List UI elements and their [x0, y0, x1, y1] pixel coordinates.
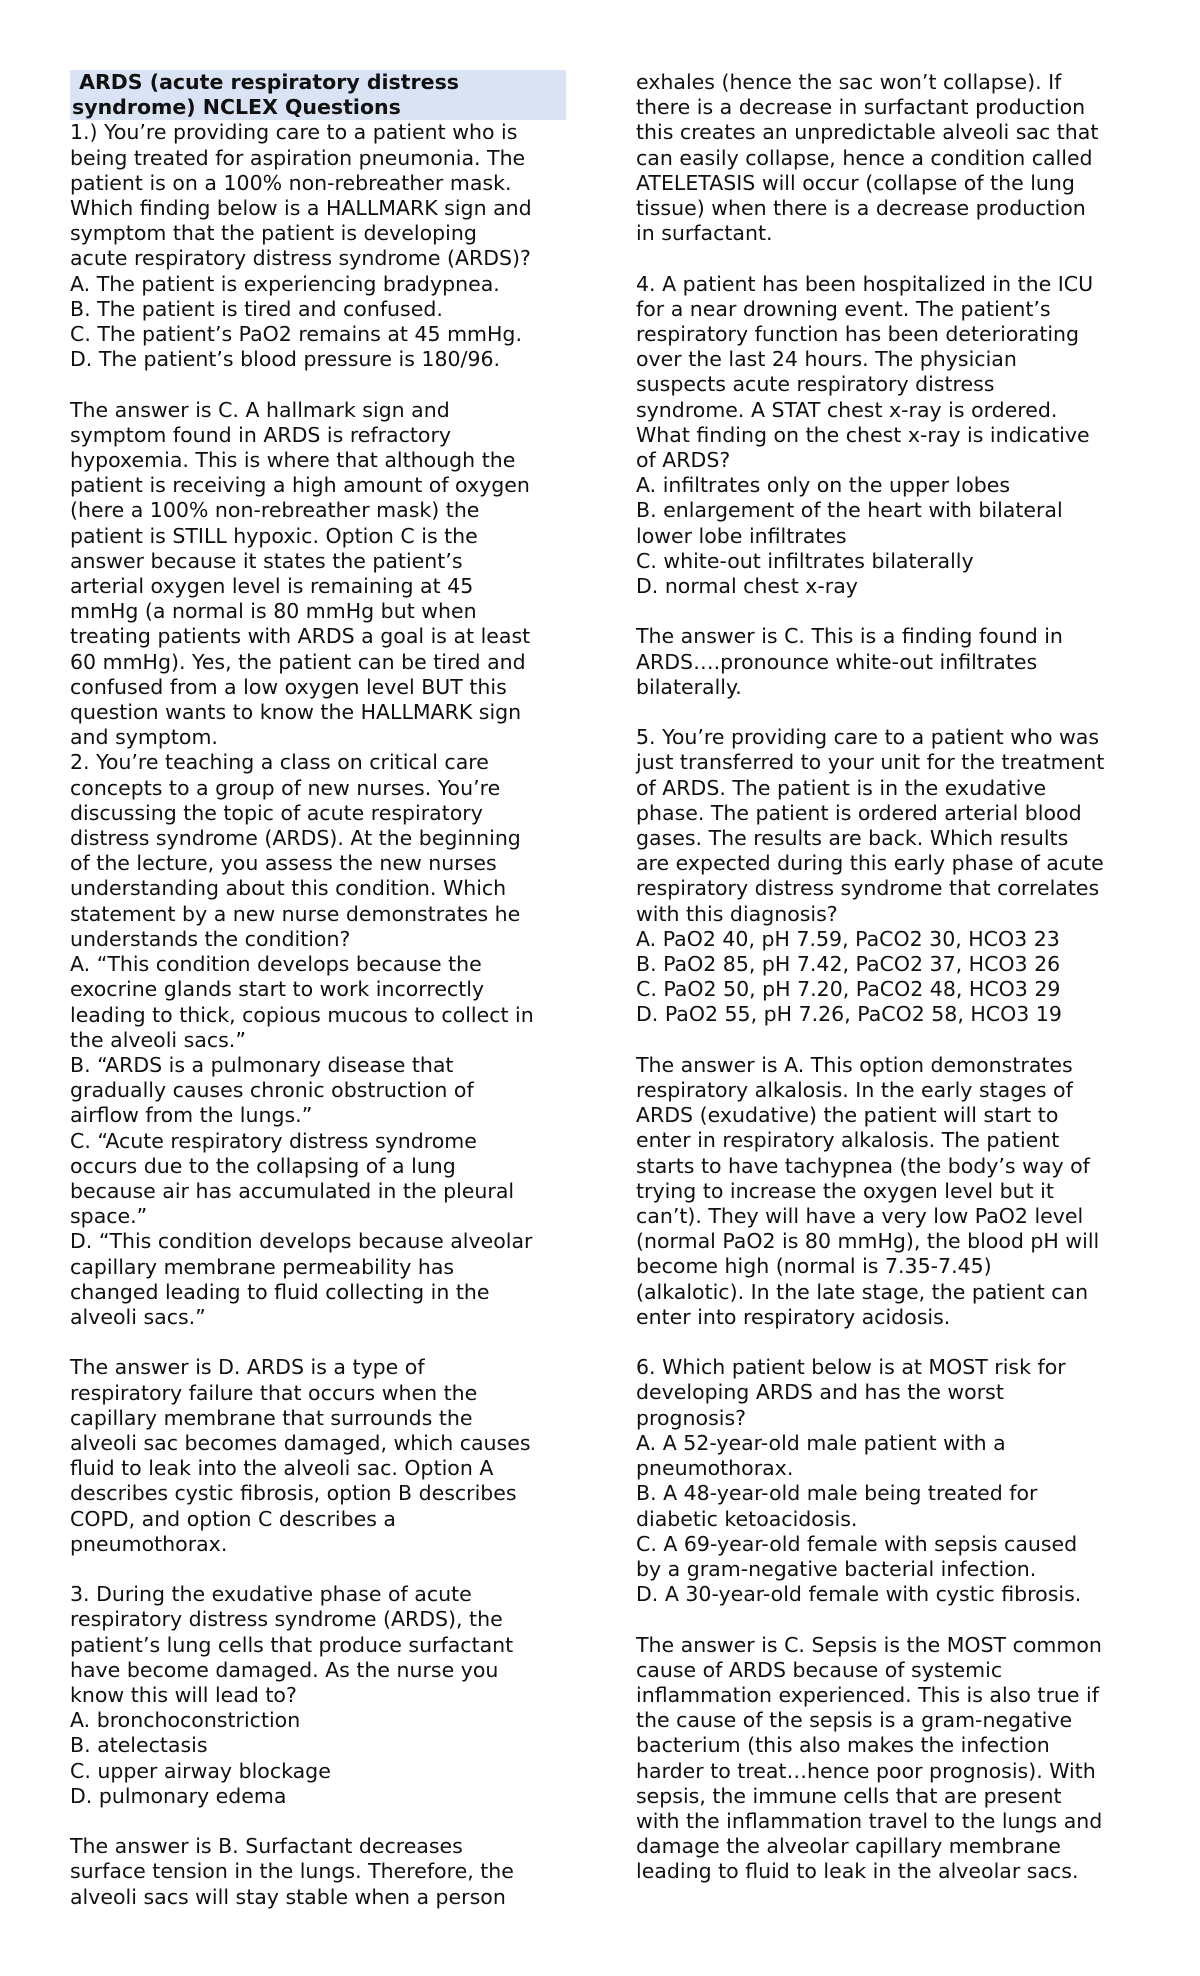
text-line: COPD, and option C describes a	[70, 1506, 396, 1531]
title-line: syndrome) NCLEX Questions	[72, 95, 401, 120]
text-line: C. upper airway blockage	[70, 1758, 331, 1783]
text-line: B. atelectasis	[70, 1733, 208, 1758]
text-line: 3. During the exudative phase of acute	[70, 1582, 472, 1607]
text-line: C. white-out infiltrates bilaterally	[636, 548, 974, 573]
text-line: D. PaO2 55, pH 7.26, PaCO2 58, HCO3 19	[636, 1002, 1062, 1027]
text-line: (alkalotic). In the late stage, the patient can	[636, 1279, 1089, 1304]
text-line: just transferred to your unit for the treatment	[636, 750, 1105, 775]
text-line: treating patients with ARDS a goal is at least	[70, 624, 531, 649]
text-line: C. “Acute respiratory distress syndrome	[70, 1128, 477, 1153]
text-line: this creates an unpredictable alveoli sac that	[636, 120, 1099, 145]
text-line: harder to treat…hence poor prognosis). With	[636, 1758, 1096, 1783]
text-line: The answer is C. Sepsis is the MOST common	[636, 1632, 1102, 1657]
text-line: A. infiltrates only on the upper lobes	[636, 473, 1011, 498]
text-line: understands the condition?	[70, 926, 351, 951]
text-line: respiratory failure that occurs when the	[70, 1380, 478, 1405]
right-column	[636, 70, 1136, 1885]
text-line: space.”	[70, 1204, 148, 1229]
text-line: C. PaO2 50, pH 7.20, PaCO2 48, HCO3 29	[636, 977, 1061, 1002]
text-line: enter into respiratory acidosis.	[636, 1304, 951, 1329]
text-line: D. “This condition develops because alveolar	[70, 1229, 533, 1254]
text-line: Which finding below is a HALLMARK sign and	[70, 196, 532, 221]
text-line: developing ARDS and has the worst	[636, 1380, 1004, 1405]
text-line: concepts to a group of new nurses. You’re	[70, 775, 501, 800]
text-line: ARDS….pronounce white-out infiltrates	[636, 649, 1038, 674]
text-line: The answer is D. ARDS is a type of	[70, 1355, 425, 1380]
text-line: the alveoli sacs.”	[70, 1027, 246, 1052]
text-line: are expected during this early phase of acute	[636, 851, 1104, 876]
text-line: airflow from the lungs.”	[70, 1103, 313, 1128]
text-line: respiratory alkalosis. In the early stages of	[636, 1078, 1073, 1103]
text-line: starts to have tachypnea (the body’s way of	[636, 1153, 1090, 1178]
text-line	[636, 599, 1136, 624]
text-line: occurs due to the collapsing of a lung	[70, 1153, 456, 1178]
text-line: patient is STILL hypoxic. Option C is the	[70, 523, 478, 548]
text-line: in surfactant.	[636, 221, 773, 246]
text-line	[70, 1809, 570, 1834]
text-line: patient is receiving a high amount of oxygen	[70, 473, 530, 498]
text-line: and symptom.	[70, 725, 218, 750]
text-line	[636, 246, 1136, 271]
text-line: inflammation experienced. This is also true if	[636, 1682, 1099, 1707]
text-line: (normal PaO2 is 80 mmHg), the blood pH will	[636, 1229, 1100, 1254]
text-line: question wants to know the HALLMARK sign	[70, 700, 522, 725]
text-line: 4. A patient has been hospitalized in the ICU	[636, 271, 1094, 296]
text-line: with the inflammation travel to the lungs and	[636, 1808, 1103, 1833]
text-line: D. pulmonary edema	[70, 1783, 287, 1808]
text-line	[636, 1330, 1136, 1355]
text-line: B. The patient is tired and confused.	[70, 296, 443, 321]
text-line: understanding about this condition. Which	[70, 876, 507, 901]
text-line: of the lecture, you assess the new nurses	[70, 851, 497, 876]
text-line	[636, 1028, 1136, 1053]
text-line: being treated for aspiration pneumonia. The	[70, 145, 526, 170]
text-line: patient’s lung cells that produce surfactant	[70, 1632, 514, 1657]
text-line: enter in respiratory alkalosis. The patient	[636, 1128, 1060, 1153]
text-line: lower lobe infiltrates	[636, 523, 847, 548]
text-line: for a near drowning event. The patient’s	[636, 296, 1051, 321]
text-line: exocrine glands start to work incorrectly	[70, 977, 485, 1002]
text-line: respiratory function has been deteriorating	[636, 322, 1080, 347]
text-line: prognosis?	[636, 1405, 747, 1430]
text-line: arterial oxygen level is remaining at 45	[70, 574, 474, 599]
text-line: A. “This condition develops because the	[70, 952, 482, 977]
text-line: A. A 52-year-old male patient with a	[636, 1430, 1006, 1455]
text-line: of ARDS. The patient is in the exudative	[636, 775, 1047, 800]
text-line: fluid to leak into the alveoli sac. Option A	[70, 1456, 494, 1481]
text-line: hypoxemia. This is where that although the	[70, 448, 516, 473]
text-line: 1.) You’re providing care to a patient who is	[70, 120, 518, 145]
text-line: there is a decrease in surfactant production	[636, 95, 1086, 120]
text-line: respiratory distress syndrome that correlates	[636, 876, 1100, 901]
document-title	[70, 70, 566, 120]
text-line: capillary membrane that surrounds the	[70, 1405, 473, 1430]
text-line: suspects acute respiratory distress	[636, 372, 995, 397]
text-line: The answer is C. A hallmark sign and	[70, 397, 450, 422]
text-line: over the last 24 hours. The physician	[636, 347, 1017, 372]
text-line: ARDS (exudative) the patient will start to	[636, 1103, 1059, 1128]
text-line: sepsis, the immune cells that are present	[636, 1783, 1062, 1808]
text-line: surface tension in the lungs. Therefore, the	[70, 1859, 514, 1884]
text-line: leading to fluid to leak in the alveolar sacs.	[636, 1859, 1079, 1884]
text-line: of ARDS?	[636, 448, 731, 473]
left-column	[70, 70, 570, 1910]
text-line: capillary membrane permeability has	[70, 1254, 455, 1279]
text-line: answer because it states the patient’s	[70, 548, 463, 573]
text-line: with this diagnosis?	[636, 901, 838, 926]
text-line: C. The patient’s PaO2 remains at 45 mmHg.	[70, 322, 522, 347]
text-line: diabetic ketoacidosis.	[636, 1506, 858, 1531]
right-column-text	[636, 70, 1136, 1885]
text-line: D. A 30-year-old female with cystic fibrosis.	[636, 1582, 1082, 1607]
text-line: symptom found in ARDS is refractory	[70, 422, 452, 447]
text-line: phase. The patient is ordered arterial blood	[636, 800, 1082, 825]
text-line: damage the alveolar capillary membrane	[636, 1834, 1061, 1859]
text-line: pneumothorax.	[636, 1456, 794, 1481]
text-line: have become damaged. As the nurse you	[70, 1657, 499, 1682]
text-line: know this will lead to?	[70, 1682, 297, 1707]
text-line	[70, 1557, 570, 1582]
left-column-text	[70, 120, 570, 1909]
text-line: D. normal chest x-ray	[636, 574, 858, 599]
text-line: discussing the topic of acute respiratory	[70, 800, 483, 825]
text-line: bacterium (this also makes the infection	[636, 1733, 1050, 1758]
text-line: 6. Which patient below is at MOST risk for	[636, 1355, 1066, 1380]
text-line: (here a 100% non-rebreather mask) the	[70, 498, 480, 523]
text-line: syndrome. A STAT chest x-ray is ordered.	[636, 397, 1058, 422]
text-line: changed leading to fluid collecting in the	[70, 1279, 490, 1304]
text-line: the cause of the sepsis is a gram-negative	[636, 1708, 1073, 1733]
text-line: confused from a low oxygen level BUT this	[70, 674, 507, 699]
text-line: can’t). They will have a very low PaO2 level	[636, 1204, 1084, 1229]
text-line: D. The patient’s blood pressure is 180/96.	[70, 347, 501, 372]
text-line: The answer is A. This option demonstrates	[636, 1052, 1073, 1077]
text-line: alveoli sac becomes damaged, which causes	[70, 1430, 531, 1455]
title-line: ARDS (acute respiratory distress	[72, 70, 459, 94]
text-line: A. PaO2 40, pH 7.59, PaCO2 30, HCO3 23	[636, 926, 1060, 951]
text-line: pneumothorax.	[70, 1531, 228, 1556]
text-line: 60 mmHg). Yes, the patient can be tired and	[70, 649, 526, 674]
text-line: symptom that the patient is developing	[70, 221, 477, 246]
text-line: statement by a new nurse demonstrates he	[70, 901, 521, 926]
text-line: acute respiratory distress syndrome (ARDS)?	[70, 246, 531, 271]
text-line	[70, 1330, 570, 1355]
text-line: C. A 69-year-old female with sepsis caused	[636, 1531, 1078, 1556]
text-line	[636, 1607, 1136, 1632]
text-line: trying to increase the oxygen level but it	[636, 1178, 1054, 1203]
text-line: patient is on a 100% non-rebreather mask.	[70, 170, 512, 195]
text-line: B. enlargement of the heart with bilateral	[636, 498, 1063, 523]
text-line: distress syndrome (ARDS). At the beginning	[70, 826, 521, 851]
text-line: tissue) when there is a decrease production	[636, 196, 1086, 221]
text-line: B. A 48-year-old male being treated for	[636, 1481, 1038, 1506]
text-line: exhales (hence the sac won’t collapse). If	[636, 70, 1062, 94]
text-line: respiratory distress syndrome (ARDS), the	[70, 1607, 503, 1632]
text-line: alveoli sacs.”	[70, 1304, 206, 1329]
text-line: 5. You’re providing care to a patient who was	[636, 725, 1100, 750]
text-line: The answer is B. Surfactant decreases	[70, 1834, 463, 1859]
text-line: bilaterally.	[636, 674, 742, 699]
text-line: leading to thick, copious mucous to collect in	[70, 1002, 534, 1027]
text-line: cause of ARDS because of systemic	[636, 1657, 1003, 1682]
text-line: alveoli sacs will stay stable when a person	[70, 1884, 506, 1909]
text-line: The answer is C. This is a finding found in	[636, 624, 1063, 649]
text-line: gases. The results are back. Which results	[636, 826, 1069, 851]
text-line: 2. You’re teaching a class on critical care	[70, 750, 489, 775]
text-line: can easily collapse, hence a condition called	[636, 145, 1093, 170]
text-line: A. bronchoconstriction	[70, 1708, 301, 1733]
text-line: describes cystic fibrosis, option B describes	[70, 1481, 517, 1506]
text-line: B. “ARDS is a pulmonary disease that	[70, 1052, 454, 1077]
text-line: ATELETASIS will occur (collapse of the lung	[636, 170, 1075, 195]
text-line: become high (normal is 7.35-7.45)	[636, 1254, 992, 1279]
text-line: because air has accumulated in the pleural	[70, 1178, 515, 1203]
text-line: A. The patient is experiencing bradypnea.	[70, 271, 500, 296]
text-line	[636, 700, 1136, 725]
text-line: gradually causes chronic obstruction of	[70, 1078, 474, 1103]
text-line: mmHg (a normal is 80 mmHg but when	[70, 599, 477, 624]
text-line	[70, 372, 570, 397]
text-line: by a gram-negative bacterial infection.	[636, 1556, 1037, 1581]
text-line: B. PaO2 85, pH 7.42, PaCO2 37, HCO3 26	[636, 952, 1061, 977]
text-line: What finding on the chest x-ray is indicative	[636, 422, 1090, 447]
